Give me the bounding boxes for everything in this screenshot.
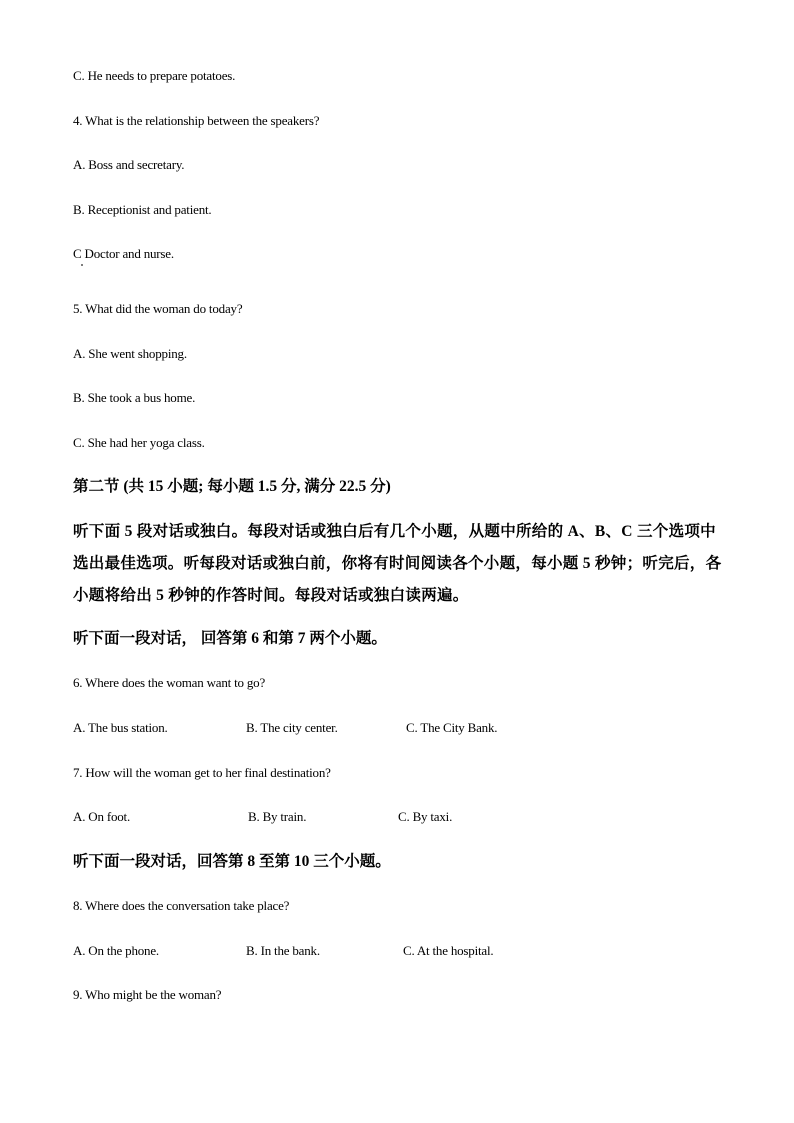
section-instructions: 听下面 5 段对话或独白。每段对话或独白后有几个小题，从题中所给的 A、B、C 三个选项中选出最佳选项。听每段对话或独白前，你将有时间阅读各个小题，每小题 5 秒钟；听完后，各小题将给出 5 秒钟的作答时间。每段对话或独白读两遍。 bbox=[73, 523, 722, 604]
q5-option-c: C. She had her yoga class. bbox=[73, 435, 205, 450]
q4-option-b: B. Receptionist and patient. bbox=[73, 202, 212, 217]
q8-option-b: B. In the bank. bbox=[246, 943, 320, 958]
stray-mark bbox=[81, 264, 83, 266]
q4-option-c: C Doctor and nurse. bbox=[73, 246, 174, 261]
q4-option-a: A. Boss and secretary. bbox=[73, 157, 185, 172]
q9-question: 9. Who might be the woman? bbox=[73, 987, 222, 1002]
q5-option-b: B. She took a bus home. bbox=[73, 390, 196, 405]
q4-question: 4. What is the relationship between the speakers? bbox=[73, 113, 320, 128]
q7-option-b: B. By train. bbox=[248, 809, 307, 824]
q6-option-b: B. The city center. bbox=[246, 720, 338, 735]
dialogue-instruction-6-7: 听下面一段对话， 回答第 6 和第 7 两个小题。 bbox=[73, 630, 387, 647]
q8-question: 8. Where does the conversation take place? bbox=[73, 898, 290, 913]
q6-option-c: C. The City Bank. bbox=[406, 720, 498, 735]
q5-option-a: A. She went shopping. bbox=[73, 346, 187, 361]
dialogue-instruction-8-10: 听下面一段对话，回答第 8 至第 10 三个小题。 bbox=[73, 853, 391, 870]
q8-option-c: C. At the hospital. bbox=[403, 943, 494, 958]
q7-option-c: C. By taxi. bbox=[398, 809, 453, 824]
q7-question: 7. How will the woman get to her final destination? bbox=[73, 765, 331, 780]
q3-option-c: C. He needs to prepare potatoes. bbox=[73, 68, 236, 83]
q8-option-a: A. On the phone. bbox=[73, 943, 159, 958]
section-title: 第二节 (共 15 小题; 每小题 1.5 分, 满分 22.5 分) bbox=[73, 478, 391, 495]
q6-question: 6. Where does the woman want to go? bbox=[73, 675, 266, 690]
q5-question: 5. What did the woman do today? bbox=[73, 301, 243, 316]
q6-option-a: A. The bus station. bbox=[73, 720, 168, 735]
q7-option-a: A. On foot. bbox=[73, 809, 131, 824]
